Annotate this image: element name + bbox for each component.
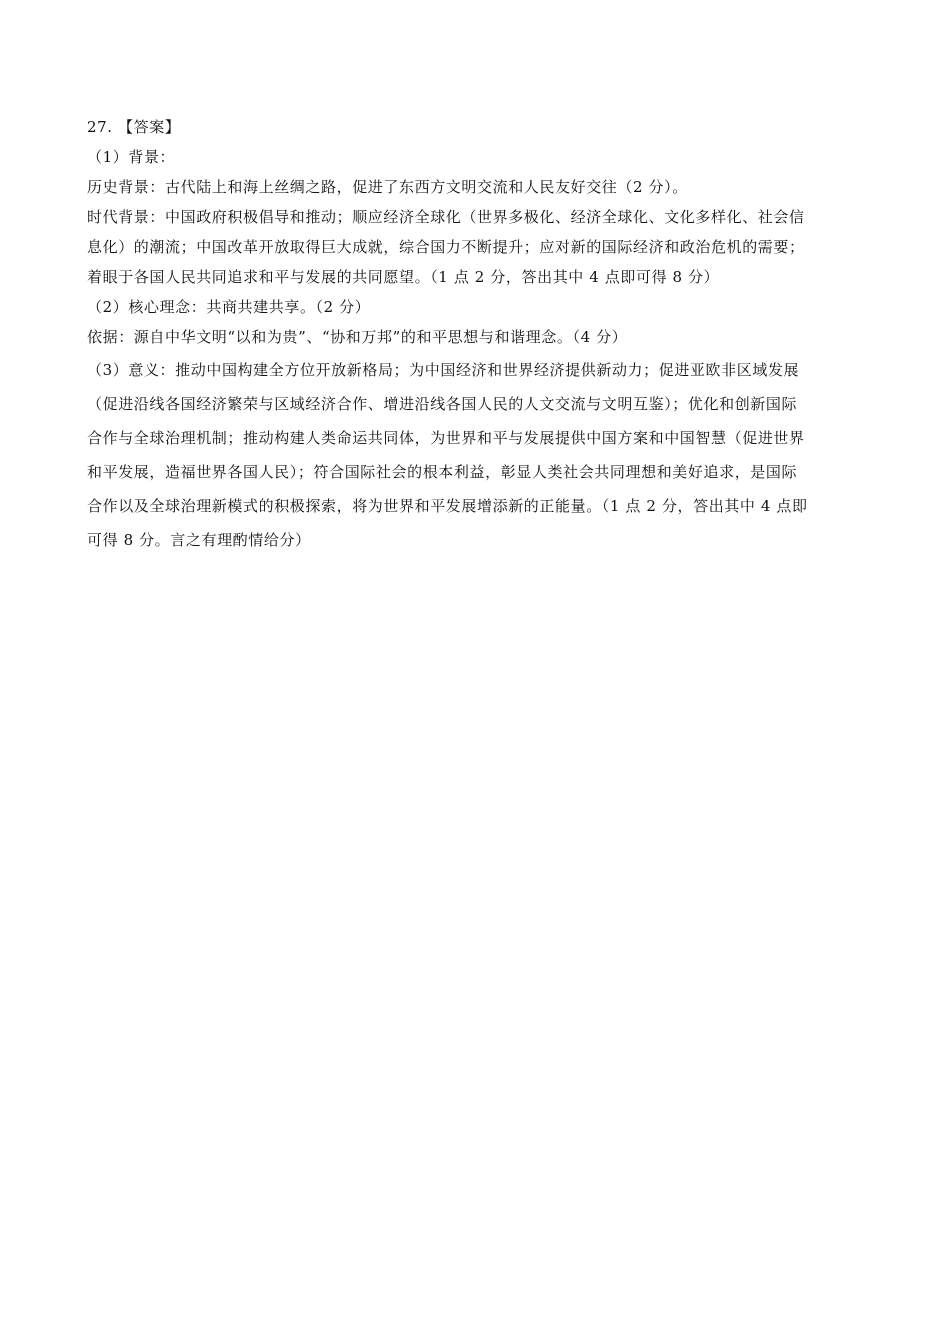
part-3-significance-line-1: （3）意义：推动中国构建全方位开放新格局；为中国经济和世界经济提供新动力；促进亚欧非区域发展 bbox=[87, 361, 800, 379]
part-3-significance-line-4: 和平发展，造福世界各国人民）；符合国际社会的根本利益，彰显人类社会共同理想和美好追求，是国际 bbox=[87, 463, 798, 481]
part-2-core-concept-line: （2）核心理念：共商共建共享。（2 分） bbox=[87, 298, 371, 316]
part-3-significance-line-5: 合作以及全球治理新模式的积极探索，将为世界和平发展增添新的正能量。（1 点 2 分，答出其中 4 点即 bbox=[87, 497, 808, 515]
part-3-significance-line-3: 合作与全球治理机制；推动构建人类命运共同体，为世界和平与发展提供中国方案和中国智慧（促进世界 bbox=[87, 429, 805, 447]
era-background-line-1: 时代背景：中国政府积极倡导和推动；顺应经济全球化（世界多极化、经济全球化、文化多样化、社会信 bbox=[87, 208, 805, 226]
part-3-significance-line-6: 可得 8 分。言之有理酌情给分） bbox=[87, 531, 311, 549]
answer-text-block bbox=[87, 112, 862, 556]
era-background-line-2: 息化）的潮流；中国改革开放取得巨大成就，综合国力不断提升；应对新的国际经济和政治危机的需要； bbox=[87, 238, 805, 256]
part-2-basis-line: 依据：源自中华文明“以和为贵”、“协和万邦”的和平思想与和谐理念。（4 分） bbox=[87, 328, 628, 346]
era-background-line-3: 着眼于各国人民共同追求和平与发展的共同愿望。（1 点 2 分，答出其中 4 点即可得 8 分） bbox=[87, 268, 720, 286]
part-3-significance-line-2: （促进沿线各国经济繁荣与区域经济合作、增进沿线各国人民的人文交流与文明互鉴）；优化和创新国际 bbox=[87, 395, 798, 413]
question-number-heading: 27. 【答案】 bbox=[87, 118, 181, 136]
part-1-label: （1）背景： bbox=[87, 148, 176, 166]
historical-background-line: 历史背景：古代陆上和海上丝绸之路，促进了东西方文明交流和人民友好交往（2 分）。 bbox=[87, 178, 688, 196]
